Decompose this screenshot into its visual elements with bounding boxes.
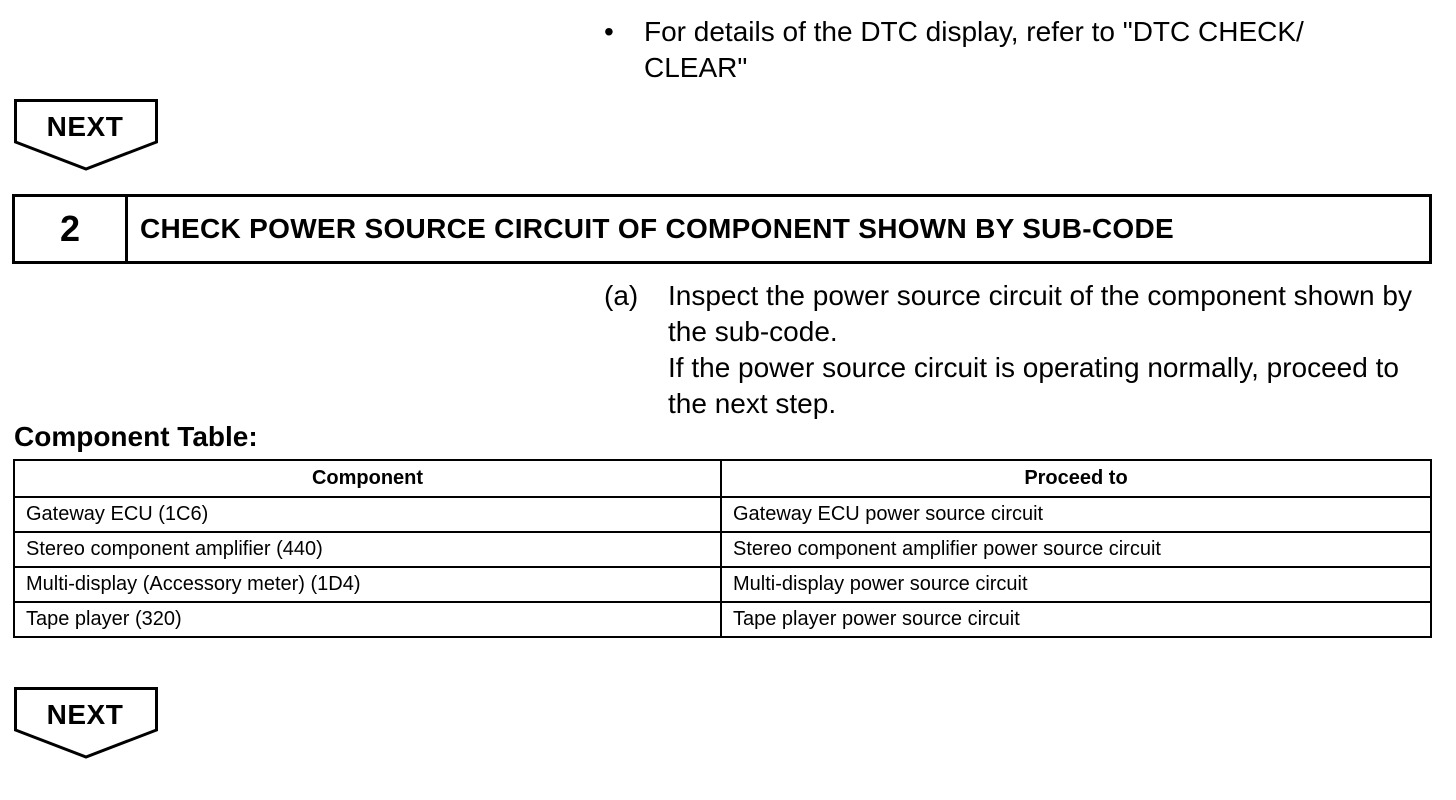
component-cell: Stereo component amplifier (440)	[14, 532, 721, 567]
column-header-component: Component	[14, 460, 721, 497]
component-table	[13, 459, 1432, 638]
instruction-a	[604, 278, 1444, 422]
step-header	[12, 194, 1432, 264]
instruction-marker: (a)	[604, 280, 639, 311]
proceed-to-cell: Multi-display power source circuit	[721, 567, 1431, 602]
instruction-line-2: If the power source circuit is operating normally, proceed to the next step.	[668, 352, 1399, 419]
proceed-to-cell: Gateway ECU power source circuit	[721, 497, 1431, 532]
table-header-row	[14, 460, 1431, 497]
note-text: For details of the DTC display, refer to "DTC CHECK/ CLEAR"	[644, 16, 1304, 83]
component-cell: Gateway ECU (1C6)	[14, 497, 721, 532]
dtc-reference-note	[604, 14, 1404, 86]
step-title: CHECK POWER SOURCE CIRCUIT OF COMPONENT SHOWN BY SUB-CODE	[140, 213, 1174, 244]
next-arrow-bottom	[14, 687, 158, 759]
proceed-to-cell: Tape player power source circuit	[721, 602, 1431, 637]
next-arrow-top	[14, 99, 158, 171]
table-row	[14, 497, 1431, 532]
next-label: NEXT	[46, 699, 124, 730]
column-header-proceed-to: Proceed to	[721, 460, 1431, 497]
table-row	[14, 602, 1431, 637]
bullet-icon: •	[604, 16, 614, 47]
next-label: NEXT	[46, 111, 124, 142]
instruction-body	[668, 278, 1438, 422]
step-number: 2	[15, 197, 128, 261]
instruction-line-1: Inspect the power source circuit of the component shown by the sub-code.	[668, 280, 1412, 347]
component-table-caption: Component Table:	[14, 421, 258, 452]
component-cell: Multi-display (Accessory meter) (1D4)	[14, 567, 721, 602]
proceed-to-cell: Stereo component amplifier power source circuit	[721, 532, 1431, 567]
table-row	[14, 567, 1431, 602]
table-row	[14, 532, 1431, 567]
component-cell: Tape player (320)	[14, 602, 721, 637]
